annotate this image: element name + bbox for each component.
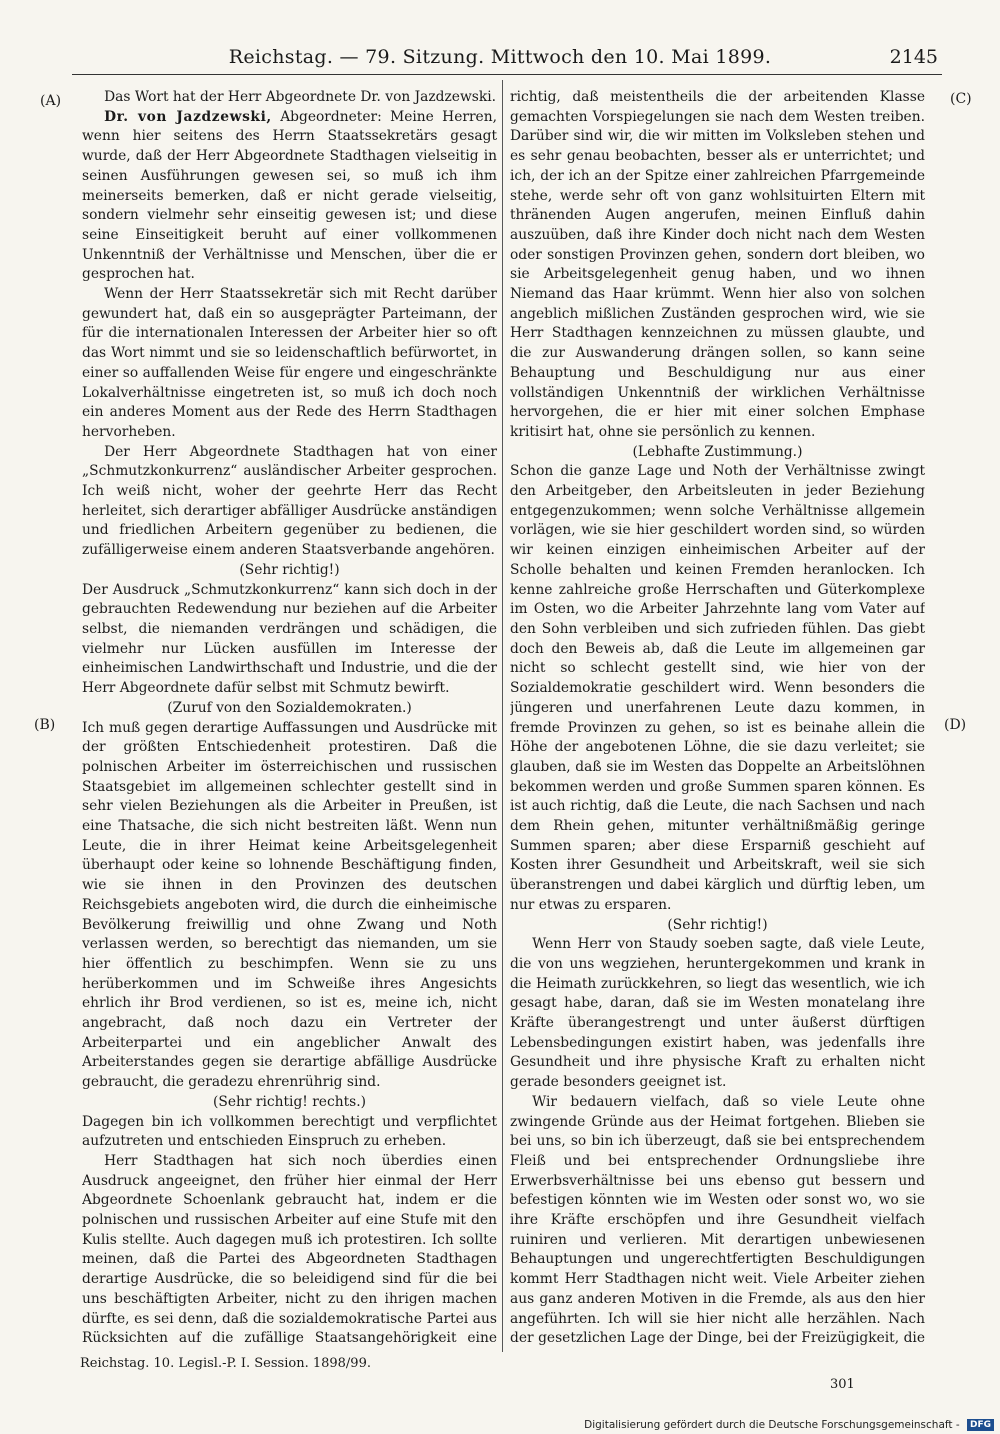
margin-marker-c: (C)	[950, 91, 972, 107]
paragraph: Wenn der Herr Staatssekretär sich mit Recht darüber gewundert hat, daß ein so ausgeprägter Parteimann, der für die internationalen Interessen der Arbeiter hier so oft das Wort nimmt und sie so leidenschaftlich befürwortet, in einer so auffallenden Weise für engere und eingeschränkte Lokalverhältnisse eingetreten ist, so muß ich doch noch ein anderes Moment aus der Rede des Herrn Stadthagen hervorheben.	[82, 286, 497, 440]
interjection: (Sehr richtig! rechts.)	[213, 1093, 366, 1110]
interjection: (Lebhafte Zustimmung.)	[632, 443, 803, 460]
paragraph	[82, 108, 497, 285]
paragraph: richtig, daß meistentheils die der arbeitenden Klasse gemachten Vorspiegelungen sie nach dem Westen treiben. Darüber sind wir, die wir mitten im Volksleben stehen und es sehr genau beobachten, besser als er unterrichtet; und ich, der ich an der Spitze einer zahlreichen Pfarrgemeinde stehe, werde sehr oft von ganz wohlsituirten Eltern mit thränenden Augen angerufen, meinen Einfluß dahin auszuüben, daß ihre Kinder doch nicht nach dem Westen oder sonstigen Provinzen gehen, sondern dort bleiben, wo sie Arbeitsgelegenheit genug haben, und wo ihnen Niemand das Haar krümmt. Wenn hier also von solchen angeblich mißlichen Zuständen gesprochen wird, wie sie Herr Stadthagen kennzeichnen zu müssen glaubte, und die zur Auswanderung drängen sollen, so kann seine Behauptung und Beschuldigung nur aus einer vollständigen Unkenntniß der wirklichen Verhältnisse hervorgehen, die er hier mit einer solchen Emphase kritisirt hat, ohne sie persönlich zu kennen.	[510, 89, 925, 440]
paragraph: Schon die ganze Lage und Noth der Verhältnisse zwingt den Arbeitgeber, den Arbeitsleuten in jeder Beziehung entgegenzukommen; wenn solche Verhältnisse allgemein vorlägen, wie sie hier geschildert worden sind, so würden wir keinen einzigen einheimischen Arbeiter auf der Scholle behalten und keinen Fremden heranlocken. Ich kenne zahlreiche große Herrschaften und Güterkomplexe im Osten, wo die Arbeiter Jahrzehnte lang vom Vater auf den Sohn verbleiben und sich zufrieden fühlen. Das giebt doch den Beweis ab, daß die Leute im allgemeinen gar nicht so schlecht gestellt sind, wie hier von der Sozialdemokratie geschildert wird. Wenn besonders die jüngeren und unerfahrenen Leute dazu kommen, in fremde Provinzen zu gehen, so ist es beinahe allein die Höhe der angebotenen Löhne, die sie dazu verleitet; sie glauben, daß sie im Westen das Doppelte an Arbeitslöhnen bekommen werden und große Summen sparen können. Es ist auch richtig, daß die Leute, die nach Sachsen und nach dem Rhein gehen, mitunter verhältnißmäßig geringe Summen sparen; aber diese Ersparniß geschieht auf Kosten ihrer Gesundheit und Arbeitskraft, weil sie sich überanstrengen und dabei kärglich und dürftig leben, um nur etwas zu ersparen.	[510, 463, 925, 913]
footer-session-line: Reichstag. 10. Legisl.-P. I. Session. 1898/99.	[80, 1356, 371, 1371]
margin-marker-d: (D)	[944, 717, 967, 733]
funding-note-text: Digitalisierung gefördert durch die Deutsche Forschungsgemeinschaft -	[584, 1419, 960, 1431]
left-column	[82, 88, 497, 1350]
paragraph: Der Herr Abgeordnete Stadthagen hat von einer „Schmutzkonkurrenz“ ausländischer Arbeiter gesprochen. Ich weiß nicht, woher der geehrte Herr das Recht herleitet, sich derartiger abfälliger Ausdrücke anständigen und friedlichen Arbeitern gegenüber zu bedienen, die zufälligerweise einem anderen Staatsverbande angehören.	[82, 443, 497, 559]
paragraph: Herr Stadthagen hat sich noch überdies einen Ausdruck angeeignet, den früher hier einmal der Herr Abgeordnete Schoenlank gebraucht hat, indem er die polnischen und russischen Arbeiter auf eine Stufe mit den Kulis stellte. Auch dagegen muß ich protestiren. Ich sollte meinen, daß die Partei des Abgeordneten Stadthagen derartige Ausdrücke, die so beleidigend sind für die bei uns beschäftigten Arbeiter, nicht zu den ihrigen machen dürfte, es sei denn, daß die sozialdemokratische Partei aus Rücksichten auf die zufällige Staatsangehörigkeit eine	[82, 1152, 497, 1347]
paragraph: Der Ausdruck „Schmutzkonkurrenz“ kann sich doch in der gebrauchten Redewendung nur beziehen auf die Arbeiter selbst, die niemanden verdrängen und schädigen, die vielmehr nur Lücken ausfüllen im Interesse der einheimischen Landwirthschaft und Industrie, und die der Herr Abgeordnete dafür selbst mit Schmutz bewirft.	[82, 581, 497, 697]
dfg-logo: DFG	[967, 1419, 994, 1431]
interjection: (Sehr richtig!)	[239, 561, 340, 578]
margin-marker-b: (B)	[34, 717, 56, 733]
speaker-name: Dr. von Jazdzewski,	[104, 108, 272, 125]
right-column	[510, 88, 925, 1350]
header-title: Reichstag. — 79. Sitzung. Mittwoch den 10. Mai 1899.	[228, 46, 772, 68]
header-rule	[72, 74, 942, 75]
running-header	[0, 44, 1000, 72]
footer-page-code: 301	[830, 1377, 855, 1392]
paragraph: Ich muß gegen derartige Auffassungen und Ausdrücke mit der größten Entschiedenheit protestiren. Daß die polnischen Arbeiter im österreichischen und russischen Staatsgebiet im allgemeinen schlechter gestellt sind in sehr vielen Beziehungen als die Arbeiter in Preußen, ist eine Thatsache, die sich nicht bestreiten läßt. Wenn nun Leute, die in ihrer Heimat keine Arbeitsgelegenheit überhaupt oder keine so lohnende Beschäftigung finden, wie sie ihnen in den Provinzen des deutschen Reichsgebiets angeboten wird, die durch die einheimische Bevölkerung freiwillig und ohne Zwang und Noth verlassen werden, so berechtigt das niemanden, um sie hier öffentlich zu beschimpfen. Wenn sie zu uns herüberkommen und im Schweiße ihres Angesichts ehrlich ihr Brod verdienen, so ist es, meine ich, nicht angebracht, daß noch dazu ein Vertreter der Arbeiterpartei und ein angeblicher Anwalt des Arbeiterstandes gegen sie derartige abfällige Ausdrücke gebraucht, die geradezu ehrenrührig sind.	[82, 719, 497, 1091]
paragraph-text: Abgeordneter: Meine Herren, wenn hier seitens des Herrn Staatssekretärs gesagt wurde, daß der Herr Abgeordnete Stadthagen vielseitig in seinen Ausführungen gewesen sei, so muß ich ihm meinerseits bemerken, daß er nicht gerade vielseitig, sondern vielmehr sehr einseitig gewesen ist; und diese seine Einseitigkeit beruht auf einer vollkommenen Unkenntniß der Verhältnisse und Menschen, über die er gesprochen hat.	[82, 108, 497, 283]
paragraph: Wir bedauern vielfach, daß so viele Leute ohne zwingende Gründe aus der Heimat fortgehen. Blieben sie bei uns, so bin ich überzeugt, daß sie bei entsprechendem Fleiß und bei entsprechender Ordnungsliebe ihre Erwerbsverhältnisse bei uns ebenso gut bessern und befestigen könnten wie im Westen oder sonst wo, wo sie ihre Kräfte erschöpfen und ihre Gesundheit vielfach ruiniren und verlieren. Mit derartigen unbewiesenen Behauptungen und ungerechtfertigten Beschuldigungen kommt Herr Stadthagen nicht weit. Viele Arbeiter ziehen aus ganz anderen Motiven in die Fremde, als aus den hier angeführten. Ich will sie hier nicht alle herzählen. Nach der gesetzlichen Lage der Dinge, bei der Freizügigkeit, die	[510, 1093, 925, 1347]
paragraph: Das Wort hat der Herr Abgeordnete Dr. von Jazdzewski.	[104, 89, 496, 105]
column-divider	[502, 80, 503, 1352]
funding-note	[584, 1418, 994, 1432]
interjection: (Sehr richtig!)	[667, 916, 768, 933]
page-number: 2145	[889, 46, 938, 68]
interjection: (Zuruf von den Sozialdemokraten.)	[167, 699, 412, 716]
paragraph: Wenn Herr von Staudy soeben sagte, daß viele Leute, die von uns wegziehen, heruntergekommen und krank in die Heimath zurückkehren, so liegt das wesentlich, wie ich gesagt habe, daran, daß sie im Westen monatelang ihre Kräfte überangestrengt und unter äußerst dürftigen Lebensbedingungen existirt haben, was jedenfalls ihre Gesundheit und ihre physische Kraft zu erhalten nicht gerade besonders geeignet ist.	[510, 936, 925, 1091]
margin-marker-a: (A)	[40, 93, 62, 109]
paragraph: Dagegen bin ich vollkommen berechtigt und verpflichtet aufzutreten und entschieden Einspruch zu erheben.	[82, 1113, 497, 1150]
